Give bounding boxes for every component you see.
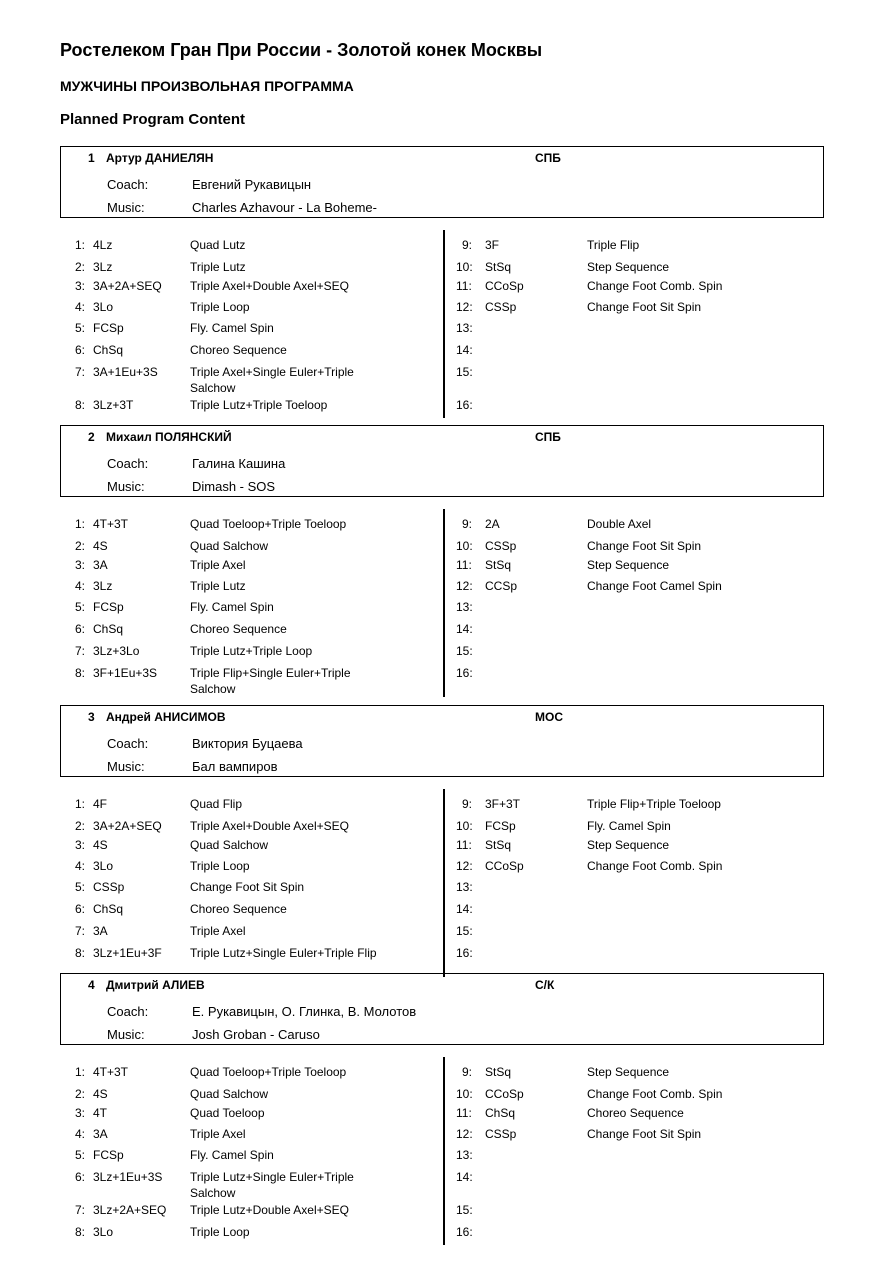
element-code: 3Lo bbox=[93, 859, 114, 873]
element-code: 4T bbox=[93, 1106, 108, 1120]
element-code: FCSp bbox=[93, 1148, 124, 1162]
element-code: ChSq bbox=[93, 902, 124, 916]
skater-header-box bbox=[60, 146, 824, 218]
element-code: 3Lz+3Lo bbox=[93, 644, 140, 658]
element-description: Choreo Sequence bbox=[587, 1106, 684, 1120]
element-number: 3: bbox=[75, 558, 86, 572]
element-number: 11: bbox=[456, 838, 472, 852]
element-number: 7: bbox=[75, 1203, 86, 1217]
element-code: 4T+3T bbox=[93, 517, 129, 531]
element-number: 5: bbox=[75, 880, 86, 894]
element-number: 14: bbox=[456, 343, 473, 357]
coach-value: Виктория Буцаева bbox=[192, 736, 303, 751]
element-code: 3Lz bbox=[93, 579, 113, 593]
element-description: Fly. Camel Spin bbox=[190, 321, 274, 335]
element-code: CCoSp bbox=[485, 279, 524, 293]
element-number: 1: bbox=[75, 238, 86, 252]
element-number: 7: bbox=[75, 924, 86, 938]
element-number: 14: bbox=[456, 1170, 473, 1184]
element-description: Quad Toeloop bbox=[190, 1106, 265, 1120]
element-description: Triple Axel+Double Axel+SEQ bbox=[190, 279, 349, 293]
element-description: Triple Loop bbox=[190, 1225, 250, 1239]
element-code: StSq bbox=[485, 838, 512, 852]
skater-name: Михаил ПОЛЯНСКИЙ bbox=[106, 430, 232, 444]
element-description: Triple Lutz+Triple Loop bbox=[190, 644, 313, 658]
element-code: ChSq bbox=[93, 622, 124, 636]
skater-header-box bbox=[60, 705, 824, 777]
element-code: CSSp bbox=[485, 1127, 517, 1141]
element-description: Triple Lutz bbox=[190, 260, 246, 274]
element-description: Change Foot Comb. Spin bbox=[587, 279, 723, 293]
music-value: Josh Groban - Caruso bbox=[192, 1027, 320, 1042]
element-code: CCoSp bbox=[485, 859, 524, 873]
skater-header-box bbox=[60, 973, 824, 1045]
element-number: 2: bbox=[75, 819, 86, 833]
skater-rank: 2 bbox=[88, 430, 95, 444]
element-number: 14: bbox=[456, 622, 473, 636]
element-number: 1: bbox=[75, 797, 86, 811]
element-code: 3Lz+1Eu+3F bbox=[93, 946, 162, 960]
element-code: StSq bbox=[485, 1065, 512, 1079]
skater-name: Андрей АНИСИМОВ bbox=[106, 710, 226, 724]
element-description: Triple Axel+Double Axel+SEQ bbox=[190, 819, 349, 833]
element-number: 9: bbox=[462, 238, 473, 252]
element-number: 8: bbox=[75, 398, 86, 412]
element-code: 4S bbox=[93, 539, 108, 553]
element-description: Change Foot Sit Spin bbox=[587, 539, 702, 553]
element-description: Triple Flip+Single Euler+Triple Salchow bbox=[190, 666, 351, 696]
element-number: 7: bbox=[75, 365, 86, 379]
element-number: 1: bbox=[75, 517, 86, 531]
element-code: CCoSp bbox=[485, 1087, 524, 1101]
element-code: 3Lo bbox=[93, 1225, 114, 1239]
element-number: 13: bbox=[456, 880, 473, 894]
element-number: 8: bbox=[75, 666, 86, 680]
element-number: 16: bbox=[456, 666, 473, 680]
element-description: Fly. Camel Spin bbox=[587, 819, 671, 833]
element-number: 4: bbox=[75, 859, 86, 873]
music-value: Бал вампиров bbox=[192, 759, 278, 774]
element-code: 3A+2A+SEQ bbox=[93, 819, 162, 833]
element-description: Change Foot Comb. Spin bbox=[587, 859, 723, 873]
element-number: 15: bbox=[456, 644, 473, 658]
skater-rank: 1 bbox=[88, 151, 95, 165]
music-label: Music: bbox=[107, 1027, 145, 1042]
coach-value: Е. Рукавицын, О. Глинка, В. Молотов bbox=[192, 1004, 417, 1019]
element-code: CSSp bbox=[485, 539, 517, 553]
element-description: Quad Toeloop+Triple Toeloop bbox=[190, 517, 347, 531]
element-number: 11: bbox=[456, 558, 472, 572]
element-code: 2A bbox=[485, 517, 500, 531]
element-number: 10: bbox=[456, 539, 473, 553]
element-code: ChSq bbox=[485, 1106, 516, 1120]
element-number: 16: bbox=[456, 398, 473, 412]
element-description: Triple Axel bbox=[190, 924, 246, 938]
coach-label: Coach: bbox=[107, 1004, 149, 1019]
element-description: Step Sequence bbox=[587, 260, 670, 274]
element-code: 4Lz bbox=[93, 238, 113, 252]
element-code: StSq bbox=[485, 558, 512, 572]
skater-club: МОС bbox=[535, 710, 563, 724]
element-code: ChSq bbox=[93, 343, 124, 357]
element-description: Triple Lutz+Single Euler+Triple Flip bbox=[190, 946, 377, 960]
element-code: 3A bbox=[93, 1127, 108, 1141]
element-number: 1: bbox=[75, 1065, 86, 1079]
element-description: Quad Toeloop+Triple Toeloop bbox=[190, 1065, 347, 1079]
element-description: Change Foot Camel Spin bbox=[587, 579, 722, 593]
element-description: Choreo Sequence bbox=[190, 343, 287, 357]
element-code: 4S bbox=[93, 1087, 108, 1101]
element-description: Triple Axel bbox=[190, 1127, 246, 1141]
column-divider bbox=[443, 509, 445, 697]
element-code: CSSp bbox=[485, 300, 517, 314]
element-description: Change Foot Sit Spin bbox=[190, 880, 305, 894]
element-number: 6: bbox=[75, 622, 86, 636]
element-code: 3F+1Eu+3S bbox=[93, 666, 158, 680]
element-number: 8: bbox=[75, 946, 86, 960]
element-number: 9: bbox=[462, 797, 473, 811]
element-number: 3: bbox=[75, 838, 86, 852]
element-code: 3Lz+2A+SEQ bbox=[93, 1203, 167, 1217]
element-number: 2: bbox=[75, 539, 86, 553]
element-code: CCSp bbox=[485, 579, 518, 593]
element-number: 13: bbox=[456, 321, 473, 335]
element-number: 10: bbox=[456, 260, 473, 274]
element-description: Triple Axel+Single Euler+Triple Salchow bbox=[190, 365, 354, 395]
element-code: 4T+3T bbox=[93, 1065, 129, 1079]
element-code: FCSp bbox=[93, 321, 124, 335]
skater-club: СПБ bbox=[535, 151, 561, 165]
element-description: Quad Lutz bbox=[190, 238, 246, 252]
music-value: Dimash - SOS bbox=[192, 479, 276, 494]
element-number: 12: bbox=[456, 859, 473, 873]
music-label: Music: bbox=[107, 200, 145, 215]
element-code: 3Lz+3T bbox=[93, 398, 134, 412]
element-description: Change Foot Sit Spin bbox=[587, 300, 702, 314]
element-code: 3Lz bbox=[93, 260, 113, 274]
element-number: 16: bbox=[456, 1225, 473, 1239]
section-title: Planned Program Content bbox=[60, 111, 246, 128]
element-number: 13: bbox=[456, 600, 473, 614]
element-number: 4: bbox=[75, 1127, 86, 1141]
element-number: 8: bbox=[75, 1225, 86, 1239]
skater-name: Дмитрий АЛИЕВ bbox=[106, 978, 205, 992]
element-description: Quad Flip bbox=[190, 797, 243, 811]
element-code: StSq bbox=[485, 260, 512, 274]
coach-label: Coach: bbox=[107, 177, 149, 192]
element-code: 3F+3T bbox=[485, 797, 521, 811]
element-code: 3A+1Eu+3S bbox=[93, 365, 158, 379]
skater-name: Артур ДАНИЕЛЯН bbox=[106, 151, 214, 165]
element-description: Quad Salchow bbox=[190, 1087, 269, 1101]
element-number: 6: bbox=[75, 343, 86, 357]
element-number: 4: bbox=[75, 579, 86, 593]
element-number: 6: bbox=[75, 1170, 86, 1184]
element-number: 7: bbox=[75, 644, 86, 658]
element-number: 11: bbox=[456, 1106, 472, 1120]
music-value: Charles Azhavour - La Boheme- bbox=[192, 200, 377, 215]
element-description: Triple Lutz+Single Euler+Triple Salchow bbox=[190, 1170, 354, 1200]
element-description: Double Axel bbox=[587, 517, 652, 531]
element-code: 3F bbox=[485, 238, 500, 252]
skater-rank: 4 bbox=[88, 978, 95, 992]
element-description: Step Sequence bbox=[587, 838, 670, 852]
element-description: Triple Flip+Triple Toeloop bbox=[587, 797, 721, 811]
element-number: 11: bbox=[456, 279, 472, 293]
element-code: 3A+2A+SEQ bbox=[93, 279, 162, 293]
element-description: Triple Lutz bbox=[190, 579, 246, 593]
element-number: 13: bbox=[456, 1148, 473, 1162]
element-code: 3Lo bbox=[93, 300, 114, 314]
element-description: Step Sequence bbox=[587, 558, 670, 572]
element-code: 4F bbox=[93, 797, 108, 811]
element-number: 12: bbox=[456, 300, 473, 314]
element-description: Fly. Camel Spin bbox=[190, 1148, 274, 1162]
element-description: Triple Lutz+Double Axel+SEQ bbox=[190, 1203, 349, 1217]
column-divider bbox=[443, 230, 445, 418]
element-number: 16: bbox=[456, 946, 473, 960]
element-number: 10: bbox=[456, 819, 473, 833]
element-description: Triple Flip bbox=[587, 238, 640, 252]
element-number: 2: bbox=[75, 1087, 86, 1101]
element-code: 4S bbox=[93, 838, 108, 852]
element-description: Quad Salchow bbox=[190, 539, 269, 553]
element-code: 3Lz+1Eu+3S bbox=[93, 1170, 163, 1184]
element-number: 9: bbox=[462, 517, 473, 531]
element-code: CSSp bbox=[93, 880, 125, 894]
column-divider bbox=[443, 1057, 445, 1245]
music-label: Music: bbox=[107, 759, 145, 774]
coach-label: Coach: bbox=[107, 736, 149, 751]
element-code: 3A bbox=[93, 924, 108, 938]
element-number: 15: bbox=[456, 1203, 473, 1217]
element-description: Change Foot Sit Spin bbox=[587, 1127, 702, 1141]
page-title: Ростелеком Гран При России - Золотой конек Москвы bbox=[60, 40, 543, 60]
element-number: 4: bbox=[75, 300, 86, 314]
element-description: Triple Axel bbox=[190, 558, 246, 572]
element-description: Change Foot Comb. Spin bbox=[587, 1087, 723, 1101]
element-code: FCSp bbox=[485, 819, 516, 833]
element-code: FCSp bbox=[93, 600, 124, 614]
skater-club: С/К bbox=[535, 978, 555, 992]
element-code: 3A bbox=[93, 558, 108, 572]
skater-header-box bbox=[60, 425, 824, 497]
element-description: Choreo Sequence bbox=[190, 902, 287, 916]
coach-value: Галина Кашина bbox=[192, 456, 286, 471]
element-number: 5: bbox=[75, 600, 86, 614]
element-description: Triple Lutz+Triple Toeloop bbox=[190, 398, 328, 412]
element-description: Fly. Camel Spin bbox=[190, 600, 274, 614]
element-number: 9: bbox=[462, 1065, 473, 1079]
element-number: 5: bbox=[75, 1148, 86, 1162]
element-number: 12: bbox=[456, 579, 473, 593]
element-number: 14: bbox=[456, 902, 473, 916]
element-number: 5: bbox=[75, 321, 86, 335]
element-description: Quad Salchow bbox=[190, 838, 269, 852]
music-label: Music: bbox=[107, 479, 145, 494]
coach-value: Евгений Рукавицын bbox=[192, 177, 312, 192]
element-number: 15: bbox=[456, 365, 473, 379]
skater-club: СПБ bbox=[535, 430, 561, 444]
element-number: 12: bbox=[456, 1127, 473, 1141]
element-description: Step Sequence bbox=[587, 1065, 670, 1079]
element-description: Choreo Sequence bbox=[190, 622, 287, 636]
element-number: 10: bbox=[456, 1087, 473, 1101]
skater-rank: 3 bbox=[88, 710, 95, 724]
element-number: 3: bbox=[75, 279, 86, 293]
element-description: Triple Loop bbox=[190, 859, 250, 873]
element-number: 6: bbox=[75, 902, 86, 916]
page-subtitle: МУЖЧИНЫ ПРОИЗВОЛЬНАЯ ПРОГРАММА bbox=[60, 78, 354, 94]
element-number: 3: bbox=[75, 1106, 86, 1120]
element-number: 2: bbox=[75, 260, 86, 274]
element-number: 15: bbox=[456, 924, 473, 938]
element-description: Triple Loop bbox=[190, 300, 250, 314]
column-divider bbox=[443, 789, 445, 977]
coach-label: Coach: bbox=[107, 456, 149, 471]
